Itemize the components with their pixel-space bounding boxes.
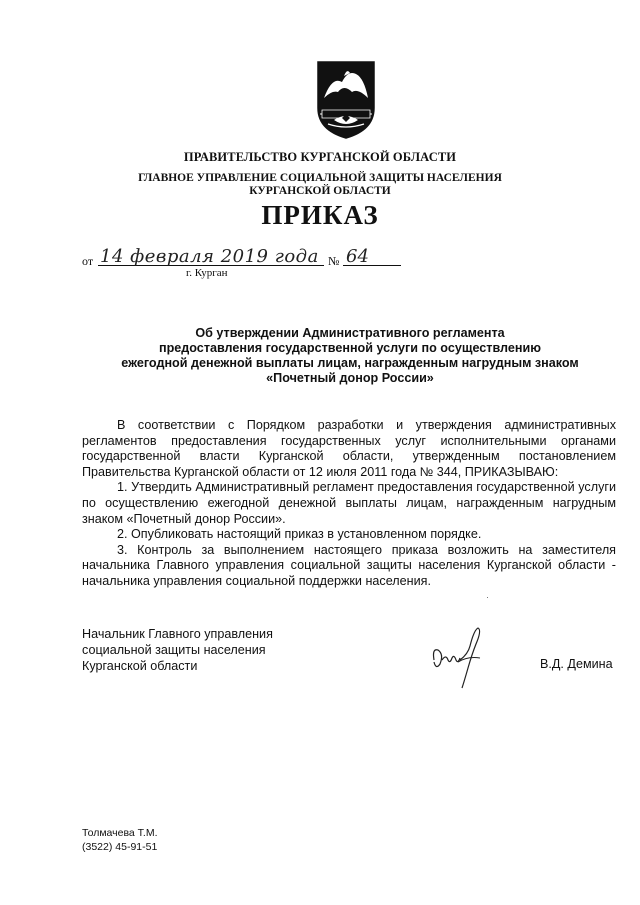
document-body [82, 418, 616, 590]
document-city: г. Курган [186, 267, 228, 279]
preamble-paragraph [82, 418, 616, 465]
signatory-position [82, 626, 273, 674]
preamble-text: В соответствии с Порядком разработки и утверждения административных регламентов предоставления государственных услуг исполнительными органами государственной власти Курганской области, утвержденным постановлением [82, 418, 616, 464]
position-line1: Начальник Главного управления [82, 627, 273, 641]
kurgan-coat-of-arms-icon [314, 58, 378, 140]
date-prefix: от [82, 254, 94, 268]
signatory-name: В.Д. Демина [540, 657, 613, 671]
position-line2: социальной защиты населения [82, 643, 266, 657]
document-title: ПРИКАЗ [261, 200, 379, 230]
department-name-line2: КУРГАНСКОЙ ОБЛАСТИ [249, 185, 391, 197]
handwritten-signature-icon [428, 624, 498, 690]
document-subject [60, 326, 640, 386]
executor-name: Толмачева Т.М. [82, 827, 158, 839]
department-name-line1: ГЛАВНОЕ УПРАВЛЕНИЕ СОЦИАЛЬНОЙ ЗАЩИТЫ НАСЕЛЕНИЯ [138, 172, 502, 184]
subject-line2: предоставления государственной услуги по осуществлению [158, 341, 541, 355]
preamble-last-line: Правительства Курганской области от 12 июля 2011 года № 344, ПРИКАЗЫВАЮ: [82, 464, 559, 479]
scan-speck [487, 597, 488, 598]
government-name: ПРАВИТЕЛЬСТВО КУРГАНСКОЙ ОБЛАСТИ [183, 150, 457, 164]
subject-line1: Об утверждении Административного регламента [195, 326, 505, 340]
order-item-1: 1. Утвердить Административный регламент предоставления государственной услуги по осуществлению ежегодной денежной выплаты лицам, награжденным нагрудным знаком «Почетный донор России». [82, 480, 616, 526]
number-prefix: № [328, 254, 340, 268]
executor-phone: (3522) 45-91-51 [82, 841, 158, 853]
executor-info [82, 826, 158, 854]
document-date: 14 февраля 2019 года [100, 246, 319, 267]
subject-line3: ежегодной денежной выплаты лицам, награжденным нагрудным знаком [121, 356, 579, 370]
position-line3: Курганской области [82, 659, 198, 673]
date-number-line [80, 248, 420, 288]
order-item-3: 3. Контроль за выполнением настоящего приказа возложить на заместителя начальника Главного управления социальной защиты населения Курганской области - начальника управления социальной поддержки населения. [82, 542, 616, 588]
subject-line4: «Почетный донор России» [266, 371, 434, 385]
document-number: 64 [346, 246, 369, 267]
order-item-2: 2. Опубликовать настоящий приказ в установленном порядке. [117, 527, 482, 542]
